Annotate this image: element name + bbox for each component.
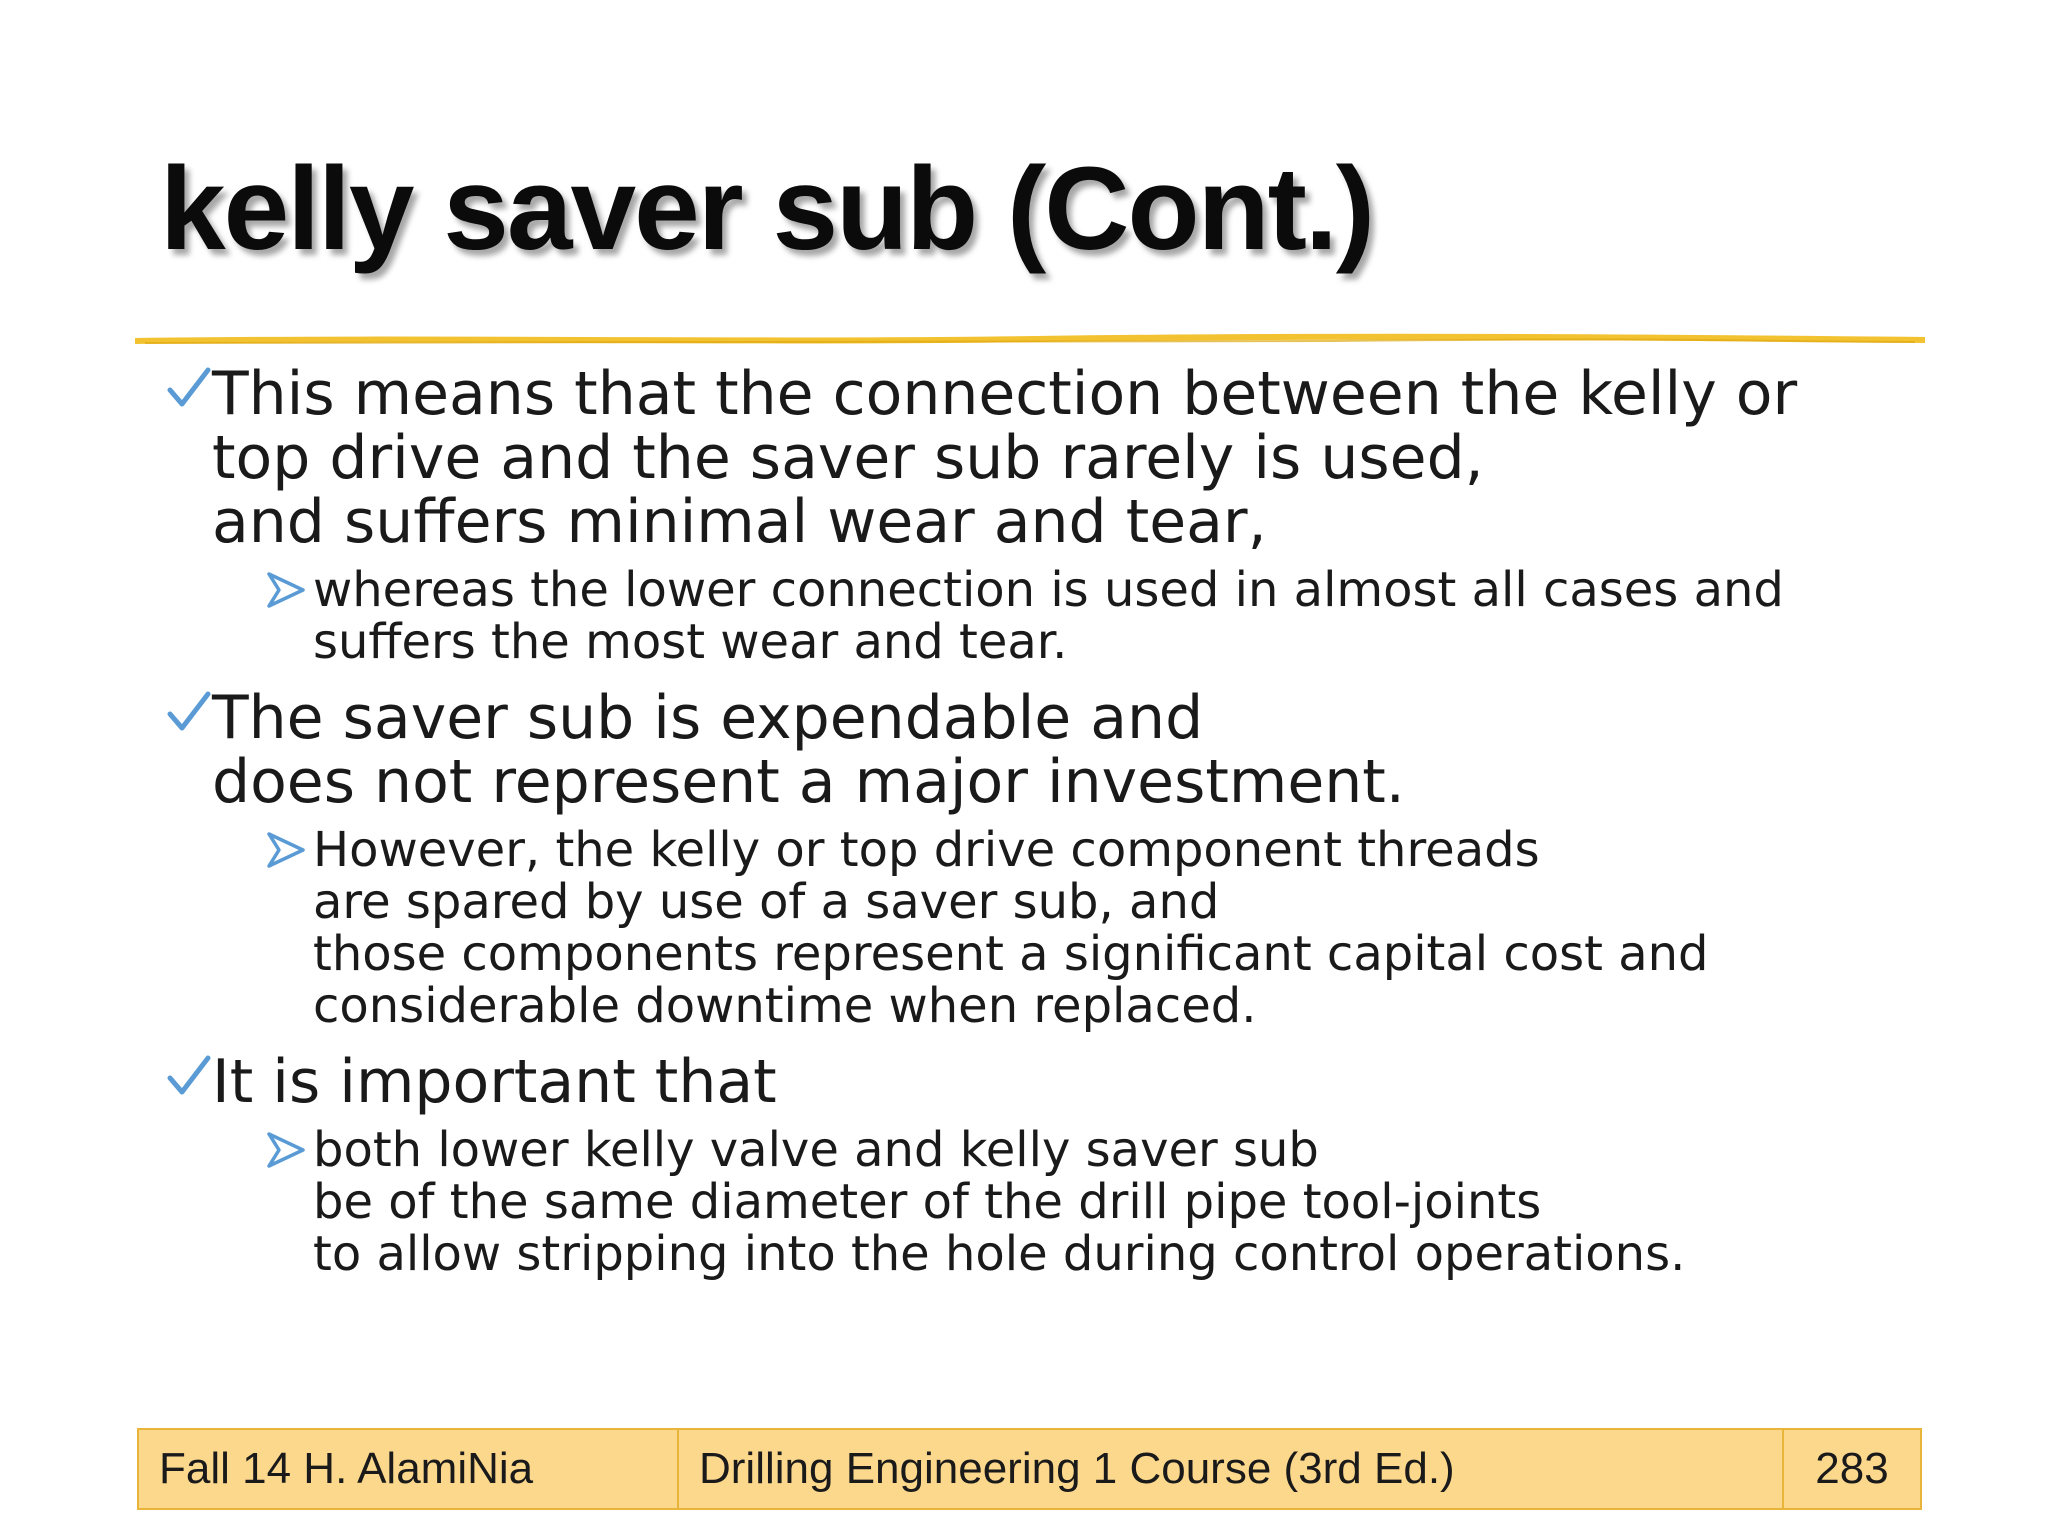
bullet-2-sub-1-line-2: are spared by use of a saver sub, and bbox=[313, 874, 1220, 930]
arrow-bullet-icon bbox=[265, 830, 307, 870]
checkmark-icon bbox=[164, 688, 212, 736]
bullet-3-sub-1-line-1: both lower kelly valve and kelly saver sub bbox=[313, 1122, 1319, 1178]
bullet-1-sub-1-line-1: whereas the lower connection is used in almost all cases and bbox=[313, 562, 1784, 618]
bullet-3-line-1: It is important that bbox=[212, 1047, 777, 1117]
slide-footer bbox=[137, 1428, 1922, 1510]
bullet-2-line-1: The saver sub is expendable and bbox=[212, 683, 1204, 753]
arrow-bullet-icon bbox=[265, 570, 307, 610]
bullet-3-sub-1-line-3: to allow stripping into the hole during control operations. bbox=[313, 1226, 1686, 1282]
bullet-3-sub-1 bbox=[160, 1124, 1960, 1280]
bullet-3 bbox=[160, 1047, 1960, 1117]
bullet-1-line-3: and suffers minimal wear and tear, bbox=[212, 487, 1267, 557]
bullet-2-sub-1-line-3: those components represent a significant capital cost and bbox=[313, 926, 1709, 982]
bullet-2-sub-1 bbox=[160, 824, 1960, 1032]
footer-author: Fall 14 H. AlamiNia bbox=[139, 1430, 679, 1508]
bullet-1-line-1: This means that the connection between the kelly or bbox=[212, 359, 1798, 429]
arrow-bullet-icon bbox=[265, 1130, 307, 1170]
bullet-2 bbox=[160, 683, 1960, 817]
bullet-2-line-2: does not represent a major investment. bbox=[212, 747, 1405, 817]
slide-title: kelly saver sub (Cont.) bbox=[160, 143, 1374, 275]
footer-course: Drilling Engineering 1 Course (3rd Ed.) bbox=[679, 1430, 1784, 1508]
bullet-2-sub-1-line-4: considerable downtime when replaced. bbox=[313, 978, 1257, 1034]
footer-page-number: 283 bbox=[1815, 1444, 1889, 1493]
slide-body bbox=[160, 359, 1960, 1298]
checkmark-icon bbox=[164, 364, 212, 412]
title-divider bbox=[135, 333, 1925, 347]
bullet-1-sub-1-line-2: suffers the most wear and tear. bbox=[313, 614, 1068, 670]
checkmark-icon bbox=[164, 1052, 212, 1100]
bullet-1-sub-1 bbox=[160, 564, 1960, 668]
bullet-1 bbox=[160, 359, 1960, 557]
bullet-3-sub-1-line-2: be of the same diameter of the drill pipe tool-joints bbox=[313, 1174, 1542, 1230]
bullet-1-line-2: top drive and the saver sub rarely is used, bbox=[212, 423, 1484, 493]
bullet-2-sub-1-line-1: However, the kelly or top drive component threads bbox=[313, 822, 1540, 878]
